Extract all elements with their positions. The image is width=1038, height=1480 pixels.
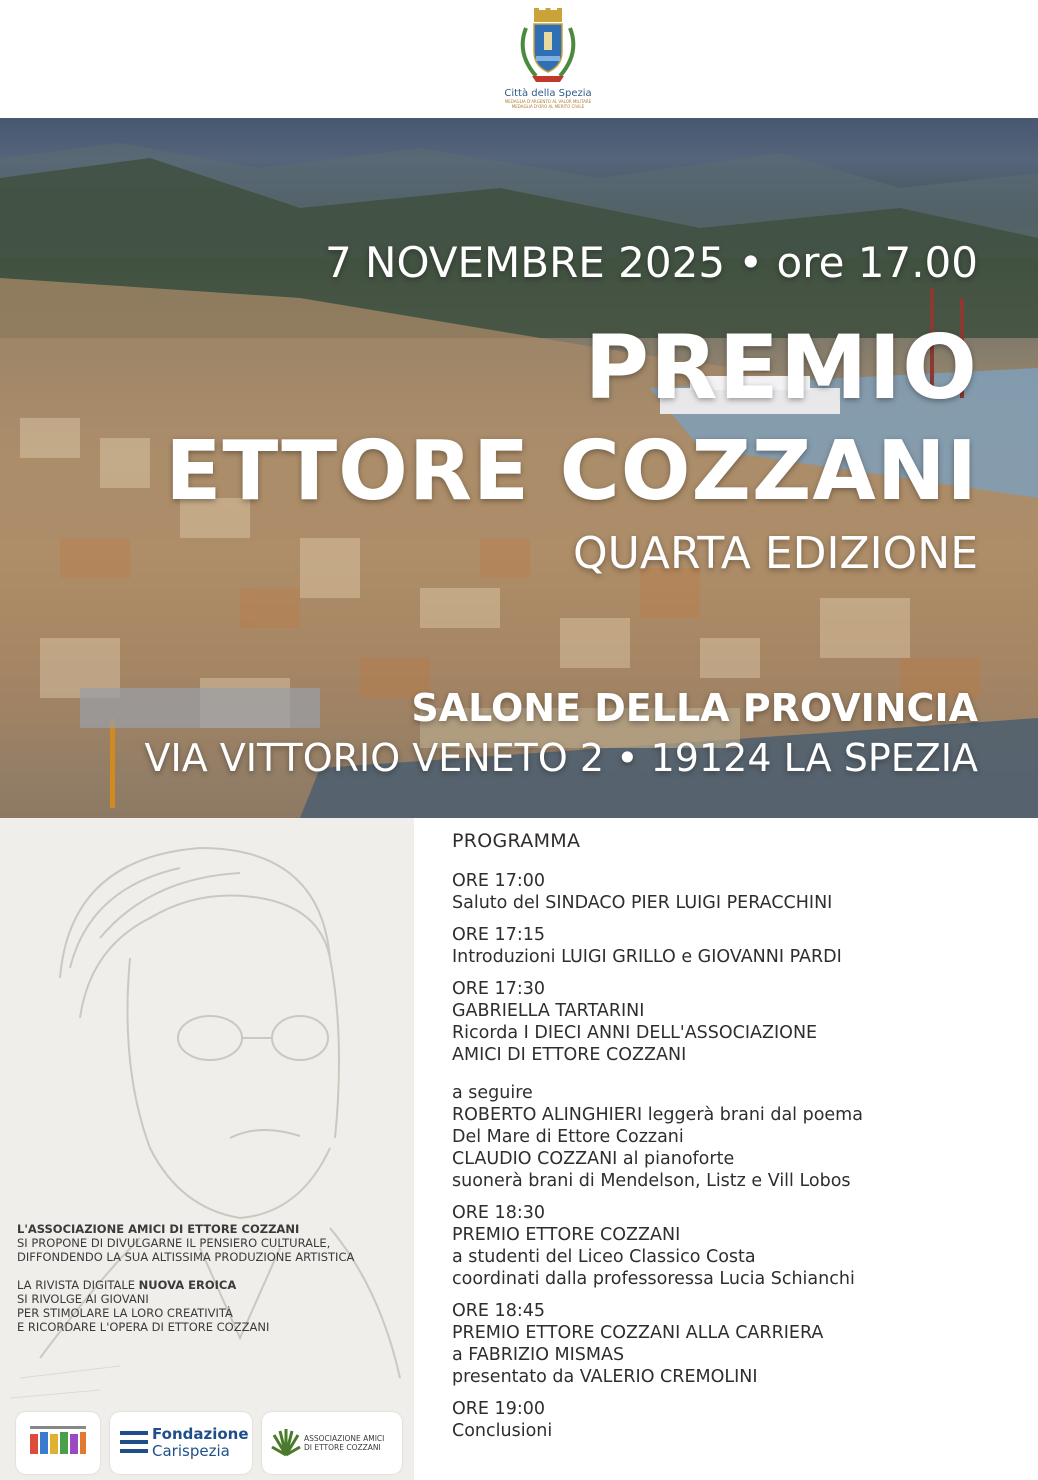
programme-slot-line: Ricorda I DIECI ANNI DELL'ASSOCIAZIONE <box>452 1023 818 1043</box>
magazine-line-1: SI RIVOLGE AI GIOVANI <box>17 1292 149 1306</box>
programme-slot <box>452 1202 1022 1290</box>
people-group-icon <box>16 1412 100 1474</box>
sponsor-logo-1 <box>16 1412 100 1474</box>
programme-slot <box>452 1082 1022 1192</box>
programme-slot <box>452 1398 1022 1442</box>
hero-banner <box>0 118 1038 818</box>
programme-slot-heading: ORE 17:30 <box>452 979 545 999</box>
association-mission-1: SI PROPONE DI DIVULGARNE IL PENSIERO CULTURALE, <box>17 1236 331 1250</box>
event-title-line-2: ETTORE COZZANI <box>165 424 978 519</box>
programme-slot-heading: ORE 19:00 <box>452 1399 545 1419</box>
magazine-name: NUOVA EROICA <box>138 1278 237 1292</box>
association-description <box>17 1222 407 1348</box>
association-mission-2: DIFFONDENDO LA SUA ALTISSIMA PRODUZIONE ARTISTICA <box>17 1250 355 1264</box>
programme-slot <box>452 924 1022 968</box>
event-edition: QUARTA EDIZIONE <box>573 528 978 579</box>
fondazione-stripes-icon <box>120 1428 150 1458</box>
fondazione-name-line-2: Carispezia <box>152 1442 230 1460</box>
city-name: Città della Spezia <box>504 88 592 99</box>
city-logo <box>500 8 596 112</box>
programme-slot-line: CLAUDIO COZZANI al pianoforte <box>452 1149 735 1169</box>
programme-slot-line: AMICI DI ETTORE COZZANI <box>452 1045 687 1065</box>
programme-slot-heading: ORE 18:45 <box>452 1301 545 1321</box>
associazione-name-line-1: ASSOCIAZIONE AMICI <box>304 1434 385 1443</box>
programme-slot <box>452 978 1022 1066</box>
association-panel <box>0 818 414 1480</box>
fondazione-name-line-1: Fondazione <box>152 1425 249 1443</box>
programme-slot <box>452 870 1022 914</box>
city-crest-icon <box>516 8 580 86</box>
association-name: L'ASSOCIAZIONE AMICI DI ETTORE COZZANI <box>17 1222 300 1236</box>
magazine-prefix: LA RIVISTA DIGITALE <box>17 1278 136 1292</box>
programme-section <box>452 830 1022 1452</box>
programme-slot-line: Conclusioni <box>452 1421 553 1441</box>
programme-slot-line: Saluto del SINDACO PIER LUIGI PERACCHINI <box>452 893 833 913</box>
associazione-name-line-2: DI ETTORE COZZANI <box>304 1443 381 1452</box>
programme-slot-line: a FABRIZIO MISMAS <box>452 1345 625 1365</box>
programme-slot-heading: ORE 17:00 <box>452 871 545 891</box>
programme-slot-heading: a seguire <box>452 1083 533 1103</box>
sponsor-associazione-amici <box>262 1412 402 1474</box>
programme-slot-line: PREMIO ETTORE COZZANI ALLA CARRIERA <box>452 1323 824 1343</box>
magazine-line-3: E RICORDARE L'OPERA DI ETTORE COZZANI <box>17 1320 270 1334</box>
sponsor-logos <box>16 1412 406 1474</box>
agave-plant-icon <box>270 1427 302 1459</box>
event-venue: SALONE DELLA PROVINCIA <box>411 686 978 730</box>
programme-title: PROGRAMMA <box>452 830 581 852</box>
event-date-time: 7 NOVEMBRE 2025 • ore 17.00 <box>324 238 978 287</box>
event-address: VIA VITTORIO VENETO 2 • 19124 LA SPEZIA <box>144 736 978 780</box>
programme-list <box>452 870 1022 1442</box>
city-subtitle-1: MEDAGLIA D'ARGENTO AL VALOR MILITARE <box>504 99 592 104</box>
event-title-line-1: PREMIO <box>584 316 978 419</box>
programme-slot-line: ROBERTO ALINGHIERI leggerà brani dal poema <box>452 1105 863 1125</box>
magazine-line-2: PER STIMOLARE LA LORO CREATIVITÀ <box>17 1306 233 1320</box>
programme-slot-line: PREMIO ETTORE COZZANI <box>452 1225 681 1245</box>
programme-slot-heading: ORE 17:15 <box>452 925 545 945</box>
programme-slot-line: GABRIELLA TARTARINI <box>452 1001 645 1021</box>
programme-slot <box>452 1300 1022 1388</box>
header <box>0 0 1038 118</box>
programme-slot-line: a studenti del Liceo Classico Costa <box>452 1247 756 1267</box>
programme-slot-line: coordinati dalla professoressa Lucia Schianchi <box>452 1269 855 1289</box>
programme-slot-line: suonerà brani di Mendelson, Listz e Vill Lobos <box>452 1171 851 1191</box>
programme-slot-line: Introduzioni LUIGI GRILLO e GIOVANNI PARDI <box>452 947 842 967</box>
programme-slot-line: presentato da VALERIO CREMOLINI <box>452 1367 758 1387</box>
programme-slot-heading: ORE 18:30 <box>452 1203 545 1223</box>
programme-slot-line: Del Mare di Ettore Cozzani <box>452 1127 684 1147</box>
sponsor-fondazione-carispezia <box>110 1412 252 1474</box>
city-subtitle-2: MEDAGLIA D'ORO AL MERITO CIVILE <box>511 104 585 109</box>
